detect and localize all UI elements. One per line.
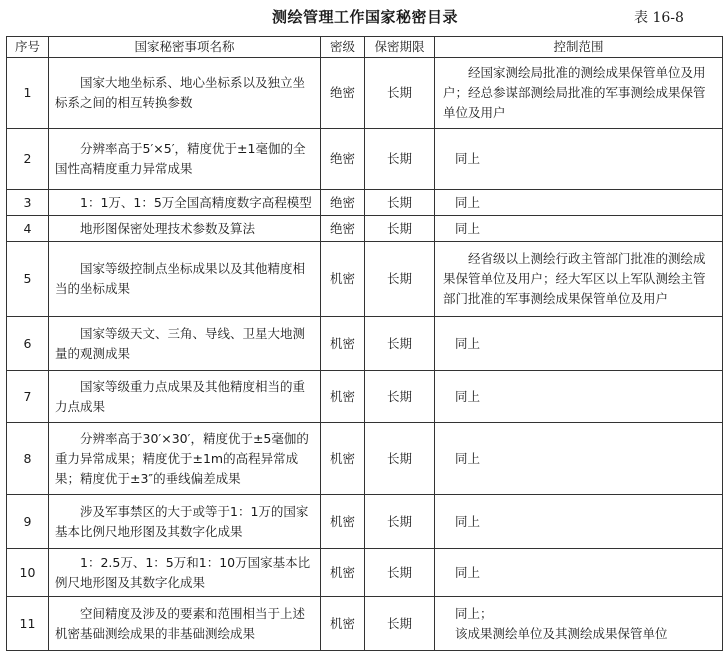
row-number: 1 bbox=[7, 58, 49, 129]
secrecy-level: 绝密 bbox=[321, 190, 365, 216]
table-row bbox=[7, 495, 723, 549]
item-name: 分辨率高于30′×30′，精度优于±5毫伽的重力异常成果；精度优于±1m的高程异常成果；精度优于±3″的垂线偏差成果 bbox=[49, 423, 321, 495]
row-number: 11 bbox=[7, 597, 49, 651]
row-number: 2 bbox=[7, 129, 49, 190]
secrecy-level: 机密 bbox=[321, 597, 365, 651]
table-row bbox=[7, 58, 723, 129]
item-name: 国家等级控制点坐标成果以及其他精度相当的坐标成果 bbox=[49, 242, 321, 317]
control-scope: 同上 bbox=[435, 371, 723, 423]
control-scope: 同上 bbox=[435, 129, 723, 190]
control-scope: 经省级以上测绘行政主管部门批准的测绘成果保管单位及用户；经大军区以上军队测绘主管部门批准的军事测绘成果保管单位及用户 bbox=[435, 242, 723, 317]
item-name: 1：1万、1：5万全国高精度数字高程模型 bbox=[49, 190, 321, 216]
secrecy-period: 长期 bbox=[365, 597, 435, 651]
header-number: 序号 bbox=[7, 37, 49, 58]
secrecy-period: 长期 bbox=[365, 242, 435, 317]
control-scope: 同上 bbox=[435, 549, 723, 597]
row-number: 9 bbox=[7, 495, 49, 549]
row-number: 5 bbox=[7, 242, 49, 317]
row-number: 10 bbox=[7, 549, 49, 597]
table-row bbox=[7, 242, 723, 317]
control-scope: 同上 bbox=[435, 317, 723, 371]
table-row bbox=[7, 597, 723, 651]
secrecy-level: 绝密 bbox=[321, 58, 365, 129]
control-scope: 同上 bbox=[435, 423, 723, 495]
secrecy-level: 机密 bbox=[321, 242, 365, 317]
header-control-scope: 控制范围 bbox=[435, 37, 723, 58]
table-row bbox=[7, 317, 723, 371]
item-name: 地形图保密处理技术参数及算法 bbox=[49, 216, 321, 242]
item-name: 空间精度及涉及的要素和范围相当于上述机密基础测绘成果的非基础测绘成果 bbox=[49, 597, 321, 651]
table-row bbox=[7, 371, 723, 423]
item-name: 国家大地坐标系、地心坐标系以及独立坐标系之间的相互转换参数 bbox=[49, 58, 321, 129]
control-scope: 经国家测绘局批准的测绘成果保管单位及用户；经总参谋部测绘局批准的军事测绘成果保管单位及用户 bbox=[435, 58, 723, 129]
item-name: 国家等级天文、三角、导线、卫星大地测量的观测成果 bbox=[49, 317, 321, 371]
document-title: 测绘管理工作国家秘密目录 bbox=[272, 8, 459, 26]
item-name: 1：2.5万、1：5万和1：10万国家基本比例尺地形图及其数字化成果 bbox=[49, 549, 321, 597]
item-name: 涉及军事禁区的大于或等于1：1万的国家基本比例尺地形图及其数字化成果 bbox=[49, 495, 321, 549]
control-scope: 同上 bbox=[435, 216, 723, 242]
row-number: 6 bbox=[7, 317, 49, 371]
secrecy-level: 机密 bbox=[321, 495, 365, 549]
secrecy-period: 长期 bbox=[365, 495, 435, 549]
secrecy-period: 长期 bbox=[365, 190, 435, 216]
secrecy-level: 机密 bbox=[321, 371, 365, 423]
control-scope: 同上 bbox=[435, 495, 723, 549]
item-name: 分辨率高于5′×5′，精度优于±1毫伽的全国性高精度重力异常成果 bbox=[49, 129, 321, 190]
row-number: 4 bbox=[7, 216, 49, 242]
secrecy-period: 长期 bbox=[365, 58, 435, 129]
table-row bbox=[7, 549, 723, 597]
secrecy-period: 长期 bbox=[365, 423, 435, 495]
control-scope bbox=[435, 597, 723, 651]
secrecy-level: 绝密 bbox=[321, 129, 365, 190]
item-name: 国家等级重力点成果及其他精度相当的重力点成果 bbox=[49, 371, 321, 423]
table-row bbox=[7, 423, 723, 495]
table-number: 表 16-8 bbox=[634, 10, 684, 26]
secrecy-level: 机密 bbox=[321, 549, 365, 597]
table-header-row bbox=[7, 37, 723, 58]
row-number: 7 bbox=[7, 371, 49, 423]
secrecy-level: 机密 bbox=[321, 317, 365, 371]
control-scope-line: 该成果测绘单位及其测绘成果保管单位 bbox=[455, 625, 668, 641]
header-item-name: 国家秘密事项名称 bbox=[49, 37, 321, 58]
secrecy-period: 长期 bbox=[365, 317, 435, 371]
secrecy-level: 机密 bbox=[321, 423, 365, 495]
document-header bbox=[0, 6, 727, 28]
control-scope: 同上 bbox=[435, 190, 723, 216]
secrecy-period: 长期 bbox=[365, 371, 435, 423]
table-row bbox=[7, 190, 723, 216]
table-row bbox=[7, 129, 723, 190]
secrecy-level: 绝密 bbox=[321, 216, 365, 242]
header-secrecy-period: 保密期限 bbox=[365, 37, 435, 58]
secrecy-period: 长期 bbox=[365, 216, 435, 242]
secret-catalog-table bbox=[6, 36, 723, 651]
secrecy-period: 长期 bbox=[365, 549, 435, 597]
row-number: 3 bbox=[7, 190, 49, 216]
secrecy-period: 长期 bbox=[365, 129, 435, 190]
control-scope-line: 同上； bbox=[455, 605, 493, 621]
row-number: 8 bbox=[7, 423, 49, 495]
header-secrecy-level: 密级 bbox=[321, 37, 365, 58]
table-row bbox=[7, 216, 723, 242]
